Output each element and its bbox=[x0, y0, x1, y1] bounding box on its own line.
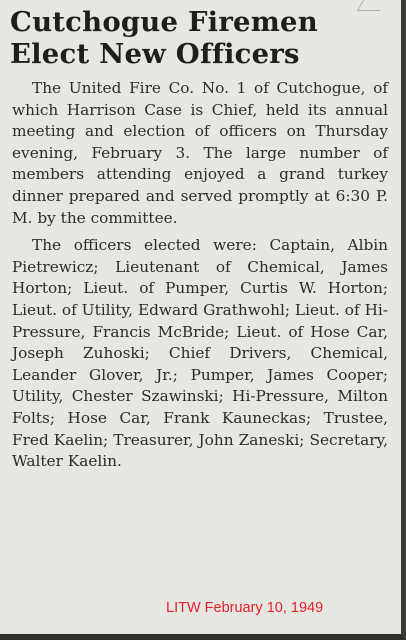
source-credit: LITW February 10, 1949 bbox=[166, 600, 324, 616]
article-paragraph-2: The officers elected were: Captain, Albin Pietrewicz; Lieutenant of Chemical, James Horton; Lieut. of Pumper, Curtis W. Horton; Lieut. of Utility, Edward Grathwohl; Lieut. of Hi-Pressure, Francis McBride; Lieut. of Hose Car, Joseph Zuhoski; Chief Drivers, Chemical, Leander Glover, Jr.; Pumper, James Cooper; Utility, Chester Szawinski; Hi-Pressure, Milton Folts; Hose Car, Frank Kauneckas; Trustee, Fred Kaelin; Treasurer, John Zaneski; Secretary, Walter Kaelin. bbox=[12, 236, 388, 471]
article-body bbox=[12, 78, 388, 473]
article-paragraph-1: The United Fire Co. No. 1 of Cutchogue, of which Harrison Case is Chief, held its annual meeting and election of officers on Thursday evening, February 3. The large number of members attending enjoyed a grand turkey dinner prepared and served promptly at 6:30 P. M. by the committee. bbox=[12, 79, 388, 227]
article-headline bbox=[10, 6, 398, 70]
headline-line-2: Elect New Officers bbox=[10, 38, 300, 70]
headline-line-1: Cutchogue Firemen bbox=[10, 6, 318, 38]
